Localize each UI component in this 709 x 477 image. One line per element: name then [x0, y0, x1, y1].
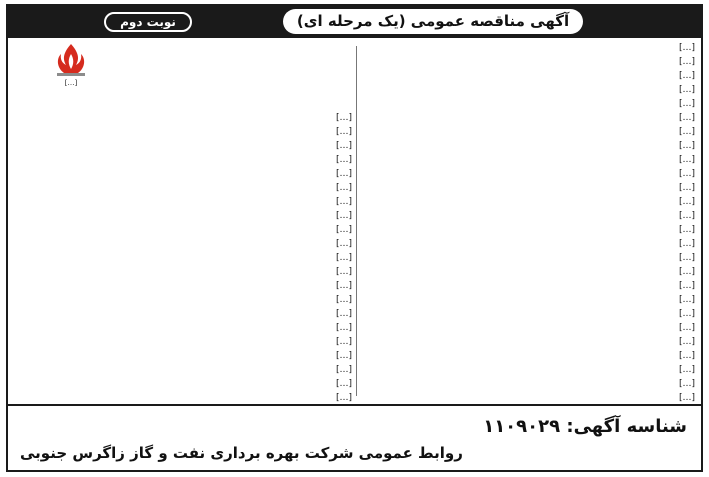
paragraph-line: […] — [678, 141, 695, 151]
left-paragraphs — [14, 112, 352, 404]
header-band — [8, 6, 701, 38]
paragraph-line: […] — [678, 393, 695, 403]
text-column-left — [14, 42, 352, 404]
paragraph-line: […] — [678, 323, 695, 333]
paragraph-line: […] — [678, 127, 695, 137]
paragraph-line: […] — [335, 309, 352, 319]
paragraph-line: […] — [678, 197, 695, 207]
paragraph-line: […] — [678, 113, 695, 123]
paragraph-line: […] — [678, 379, 695, 389]
paragraph-line: […] — [678, 337, 695, 347]
paragraph-line: […] — [335, 113, 352, 123]
paragraph-line: […] — [678, 295, 695, 305]
paragraph-line: […] — [335, 337, 352, 347]
paragraph-line: […] — [678, 43, 695, 53]
paragraph-line: […] — [678, 365, 695, 375]
text-column-right — [359, 42, 695, 404]
right-paragraphs — [359, 42, 695, 404]
paragraph-line: […] — [335, 379, 352, 389]
paragraph-line: […] — [678, 155, 695, 165]
paragraph-line: […] — [678, 253, 695, 263]
paragraph-line: […] — [678, 99, 695, 109]
column-divider — [356, 46, 357, 396]
paragraph-line: […] — [335, 141, 352, 151]
paragraph-line: […] — [678, 225, 695, 235]
paragraph-line: […] — [678, 309, 695, 319]
ad-id: شناسه آگهی: ۱۱۰۹۰۲۹ — [483, 416, 687, 437]
paragraph-line: […] — [335, 253, 352, 263]
paragraph-line: […] — [335, 295, 352, 305]
paragraph-line: […] — [335, 365, 352, 375]
footer — [8, 404, 701, 470]
company-name: […] — [64, 79, 78, 87]
tender-advertisement — [6, 4, 703, 472]
paragraph-line: […] — [335, 183, 352, 193]
paragraph-line: […] — [335, 225, 352, 235]
paragraph-line: […] — [678, 239, 695, 249]
public-relations-signature: روابط عمومی شرکت بهره برداری نفت و گاز زاگرس جنوبی — [20, 444, 463, 462]
paragraph-line: […] — [335, 393, 352, 403]
page-title: آگهی مناقصه عمومی (یک مرحله ای) — [283, 9, 583, 34]
paragraph-line: […] — [335, 197, 352, 207]
paragraph-line: […] — [335, 351, 352, 361]
paragraph-line: […] — [678, 267, 695, 277]
paragraph-line: […] — [335, 267, 352, 277]
paragraph-line: […] — [678, 57, 695, 67]
paragraph-line: […] — [335, 127, 352, 137]
paragraph-line: […] — [335, 169, 352, 179]
paragraph-line: […] — [678, 183, 695, 193]
publication-round-badge: نوبت دوم — [104, 12, 192, 32]
paragraph-line: […] — [335, 323, 352, 333]
paragraph-line: […] — [335, 155, 352, 165]
paragraph-line: […] — [335, 239, 352, 249]
paragraph-line: […] — [678, 169, 695, 179]
paragraph-line: […] — [678, 71, 695, 81]
paragraph-line: […] — [678, 351, 695, 361]
paragraph-line: […] — [678, 85, 695, 95]
paragraph-line: […] — [335, 211, 352, 221]
paragraph-line: […] — [335, 281, 352, 291]
paragraph-line: […] — [678, 281, 695, 291]
paragraph-line: […] — [678, 211, 695, 221]
